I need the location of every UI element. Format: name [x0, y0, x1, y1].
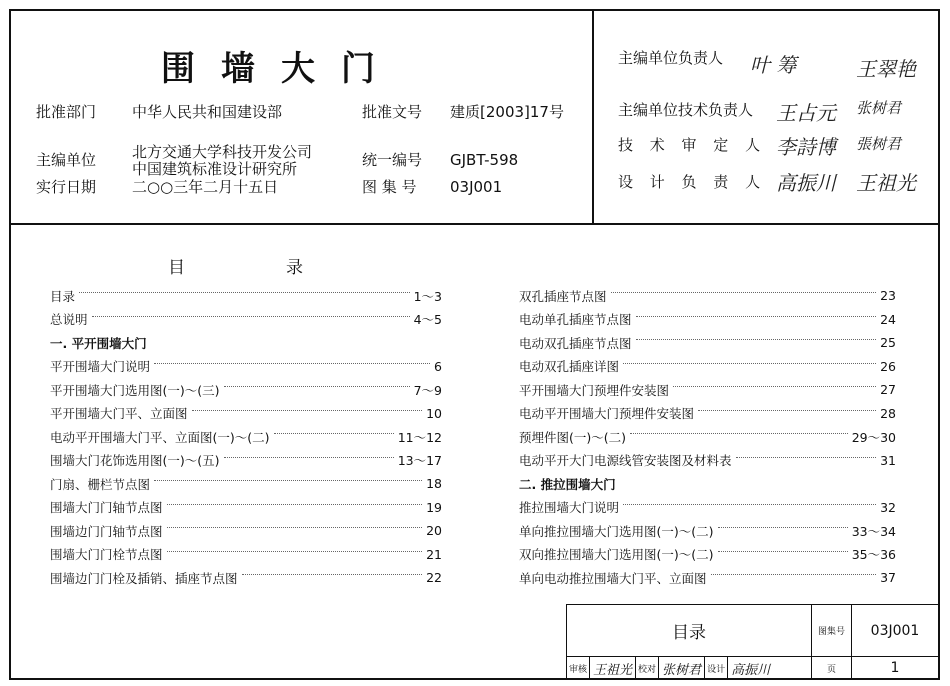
leader-dots	[718, 527, 848, 528]
header-info	[11, 11, 594, 223]
leader-dots	[92, 316, 410, 317]
toc-entry-page: 10	[426, 405, 442, 421]
atlas-no-value: 03J001	[852, 605, 939, 657]
toc-entry-page: 29～30	[851, 429, 896, 445]
toc-entry-page: 28	[880, 405, 896, 421]
toc-entry-page: 4～5	[413, 312, 442, 328]
review-label: 审核	[567, 657, 590, 679]
toc-entry-page: 35～36	[851, 547, 896, 563]
toc-entry-page: 22	[426, 570, 442, 586]
toc-entry-title: 围墙大门门轴节点图	[50, 500, 163, 516]
toc-entry-page: 7～9	[413, 382, 442, 398]
signatory-row	[618, 134, 766, 155]
toc-entry	[519, 308, 896, 332]
header	[11, 11, 938, 225]
toc-entry-title: 双孔插座节点图	[519, 288, 607, 304]
toc-entry-title: 目录	[50, 288, 76, 304]
toc-entry-page: 26	[880, 358, 896, 374]
toc-entry	[50, 566, 442, 590]
toc-entry-title: 围墙边门门栓及插销、插座节点图	[50, 570, 238, 586]
leader-dots	[167, 527, 423, 528]
toc-entry-page: 6	[434, 358, 442, 374]
toc-entry-page: 1～3	[413, 288, 442, 304]
toc-title-char: 录	[286, 258, 303, 278]
toc-entry-title: 双向推拉围墙大门选用图(一)～(二)	[519, 547, 714, 563]
editor-label: 主编单位	[36, 151, 97, 169]
atlas-no-value: 03J001	[450, 178, 503, 196]
design-label: 设计	[705, 657, 728, 679]
toc-entry	[519, 566, 896, 590]
leader-dots	[711, 574, 877, 575]
editor-value-a: 北方交通大学科技开发公司	[132, 143, 313, 161]
signature: 王翠艳	[856, 57, 916, 81]
title-block-name: 目录	[567, 605, 812, 657]
toc-entry	[50, 378, 442, 402]
toc-entry-page: 21	[426, 546, 442, 562]
toc-entry-title: 电动单孔插座节点图	[519, 312, 632, 328]
toc-entry-page: 25	[880, 335, 896, 351]
toc-entry-title: 围墙大门花饰选用图(一)～(五)	[50, 453, 220, 469]
toc-entry-title: 平开围墙大门说明	[50, 359, 151, 375]
atlas-no-label: 图 集 号	[362, 178, 417, 196]
toc-entry-title: 二. 推拉围墙大门	[519, 476, 616, 492]
toc-entry-title: 电动双孔插座详图	[519, 359, 620, 375]
toc-entry-title: 总说明	[50, 312, 88, 328]
leader-dots	[274, 433, 394, 434]
signatory-role: 设 计 负 责 人	[618, 173, 767, 191]
page-number: 1	[852, 657, 939, 679]
toc-entry-title: 单向电动推拉围墙大门平、立面图	[519, 570, 707, 586]
toc-entry	[519, 449, 896, 473]
signature: 張树君	[856, 135, 902, 153]
toc-entry-title: 电动平开围墙大门预埋件安装图	[519, 406, 695, 422]
unified-no-label: 统一编号	[362, 151, 423, 169]
toc-entry-title: 平开围墙大门选用图(一)～(三)	[50, 382, 220, 398]
toc-entry-page: 13～17	[397, 453, 442, 469]
unified-no-value: GJBT-598	[450, 151, 519, 169]
date-value: 二○○三年二月十五日	[132, 178, 279, 196]
toc-entry	[519, 284, 896, 308]
toc-entry-title: 电动平开大门电源线管安装图及材料表	[519, 453, 732, 469]
toc-section-heading	[50, 331, 442, 355]
toc-entry	[519, 331, 896, 355]
toc-entry-page: 33～34	[851, 523, 896, 539]
toc-entry	[519, 378, 896, 402]
signature: 李詩博	[776, 135, 836, 159]
signatory-row	[618, 99, 753, 120]
signatory-role: 技 术 审 定 人	[618, 136, 767, 154]
check-label: 校对	[636, 657, 659, 679]
toc-entry-page: 23	[880, 288, 896, 304]
toc-entry	[50, 472, 442, 496]
leader-dots	[611, 292, 877, 293]
title-block	[566, 604, 940, 680]
toc-entry	[50, 355, 442, 379]
toc-entry	[50, 543, 442, 567]
leader-dots	[736, 457, 877, 458]
toc-entry-title: 单向推拉围墙大门选用图(一)～(二)	[519, 523, 714, 539]
toc-entry	[519, 355, 896, 379]
toc-left-column	[50, 284, 442, 590]
leader-dots	[167, 504, 423, 505]
toc-entry	[519, 425, 896, 449]
signature: 王占元	[776, 101, 836, 125]
approval-doc-value: 建质[2003]17号	[450, 103, 564, 121]
toc-entry-page: 37	[880, 570, 896, 586]
toc-entry	[519, 402, 896, 426]
toc-entry-page: 27	[880, 382, 896, 398]
signatory-row	[618, 171, 766, 192]
leader-dots	[224, 457, 394, 458]
toc-entry-page: 18	[426, 476, 442, 492]
check-signature: 张树君	[659, 657, 705, 679]
date-label: 实行日期	[36, 178, 97, 196]
atlas-no-label: 图集号	[812, 605, 852, 657]
toc-entry-title: 平开围墙大门平、立面图	[50, 406, 188, 422]
signatory-role: 主编单位负责人	[618, 49, 724, 67]
toc-entry-title: 电动平开围墙大门平、立面图(一)～(二)	[50, 429, 270, 445]
toc-entry-page: 11～12	[397, 429, 442, 445]
toc-entry	[519, 496, 896, 520]
signature: 王祖光	[856, 171, 916, 195]
leader-dots	[154, 480, 422, 481]
toc-entry	[50, 496, 442, 520]
toc-entry	[50, 284, 442, 308]
signatory-row	[618, 47, 723, 68]
toc-entry-title: 预埋件图(一)～(二)	[519, 429, 627, 445]
toc-entry	[519, 519, 896, 543]
signature: 张树君	[856, 99, 902, 117]
toc-entry-title: 围墙边门门轴节点图	[50, 523, 163, 539]
leader-dots	[167, 551, 423, 552]
design-signature: 高振川	[731, 662, 771, 678]
signature: 高振川	[776, 171, 836, 195]
toc-entry-title: 围墙大门门栓节点图	[50, 547, 163, 563]
toc-right-column	[519, 284, 896, 590]
review-signature: 王祖光	[590, 657, 636, 679]
editor-value-b: 中国建筑标准设计研究所	[132, 160, 298, 178]
leader-dots	[623, 504, 876, 505]
signature: 叶 筹	[750, 53, 797, 77]
toc-entry	[519, 543, 896, 567]
leader-dots	[242, 574, 423, 575]
signatory-role: 主编单位技术负责人	[618, 101, 754, 119]
leader-dots	[630, 433, 848, 434]
toc-entry	[50, 308, 442, 332]
leader-dots	[673, 386, 876, 387]
approval-doc-label: 批准文号	[362, 103, 423, 121]
toc-entry	[50, 449, 442, 473]
toc-entry-title: 电动双孔插座节点图	[519, 335, 632, 351]
leader-dots	[79, 292, 410, 293]
approval-dept-label: 批准部门	[36, 103, 97, 121]
leader-dots	[698, 410, 876, 411]
toc-entry-page: 19	[426, 499, 442, 515]
toc-entry-page: 32	[880, 499, 896, 515]
toc-entry-title: 门扇、栅栏节点图	[50, 476, 151, 492]
leader-dots	[154, 363, 430, 364]
leader-dots	[636, 316, 877, 317]
toc-entry-page: 20	[426, 523, 442, 539]
leader-dots	[636, 339, 877, 340]
toc-entry-title: 推拉围墙大门说明	[519, 500, 620, 516]
leader-dots	[623, 363, 876, 364]
toc-title	[168, 253, 303, 278]
leader-dots	[718, 551, 848, 552]
main-title: 围墙大门	[161, 49, 401, 89]
toc-entry	[50, 402, 442, 426]
toc-entry-title: 平开围墙大门预埋件安装图	[519, 382, 670, 398]
toc-entry	[50, 425, 442, 449]
toc-title-char: 目	[168, 258, 185, 278]
page-label: 页	[812, 657, 852, 679]
toc-entry-title: 一. 平开围墙大门	[50, 335, 147, 351]
leader-dots	[192, 410, 423, 411]
leader-dots	[224, 386, 410, 387]
toc-entry-page: 24	[880, 311, 896, 327]
approval-dept-value: 中华人民共和国建设部	[132, 103, 283, 121]
toc-entry-page: 31	[880, 452, 896, 468]
toc-entry	[50, 519, 442, 543]
signatories	[594, 11, 938, 223]
approval-strip	[567, 657, 812, 679]
toc-section-heading	[519, 472, 896, 496]
